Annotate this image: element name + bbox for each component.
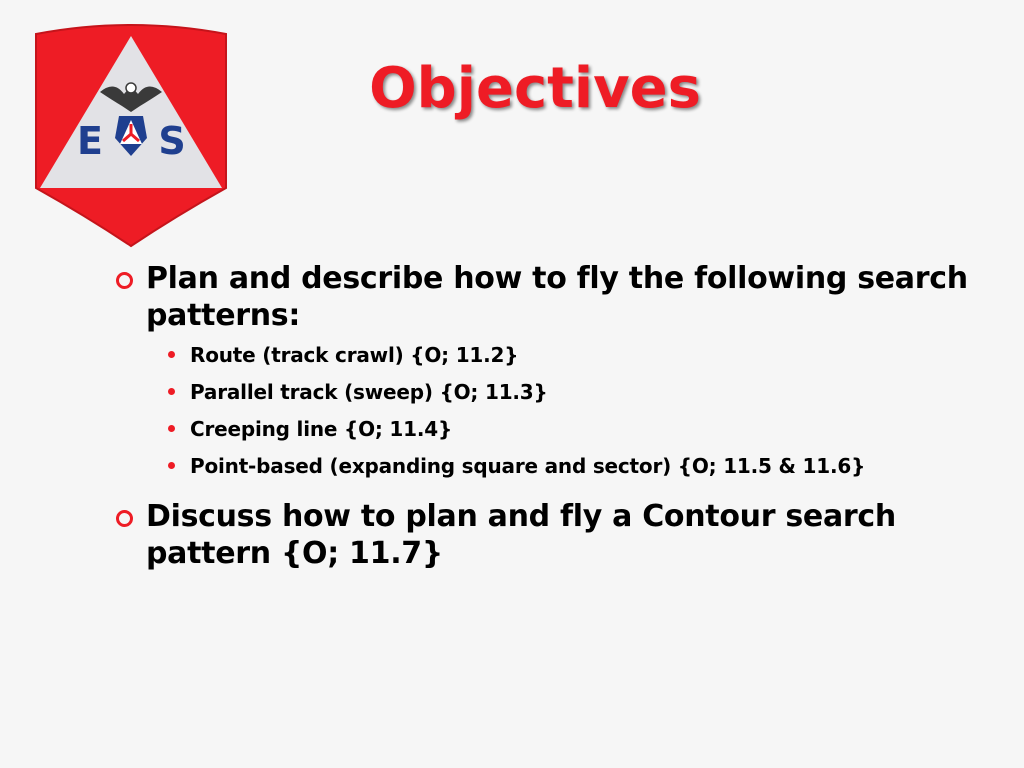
bullet-text: Discuss how to plan and fly a Contour search pattern {O; 11.7} (146, 499, 896, 571)
sub-bullet-text: Point-based (expanding square and sector) {O; 11.5 & 11.6} (190, 454, 866, 478)
hollow-circle-bullet-icon (116, 510, 133, 527)
slide-title: Objectives (369, 56, 701, 121)
bullet-item (112, 498, 972, 572)
hollow-circle-bullet-icon (116, 272, 133, 289)
dot-bullet-icon (168, 388, 175, 395)
bullet-text: Plan and describe how to fly the following search patterns: (146, 261, 968, 333)
dot-bullet-icon (168, 425, 175, 432)
sub-bullet-item (190, 416, 972, 453)
logo-letter-s: S (158, 119, 186, 163)
logo-letter-e: E (77, 119, 103, 163)
sub-bullet-item (190, 379, 972, 416)
sub-bullet-item (190, 342, 972, 379)
dot-bullet-icon (168, 351, 175, 358)
dot-bullet-icon (168, 462, 175, 469)
bullet-item (112, 260, 972, 334)
es-logo (26, 20, 236, 248)
bullet-list (112, 260, 972, 572)
sub-bullet-item (190, 453, 972, 490)
sub-bullet-text: Parallel track (sweep) {O; 11.3} (190, 380, 548, 404)
sub-bullet-text: Creeping line {O; 11.4} (190, 417, 453, 441)
sub-bullet-list (112, 342, 972, 490)
sub-bullet-text: Route (track crawl) {O; 11.2} (190, 343, 519, 367)
